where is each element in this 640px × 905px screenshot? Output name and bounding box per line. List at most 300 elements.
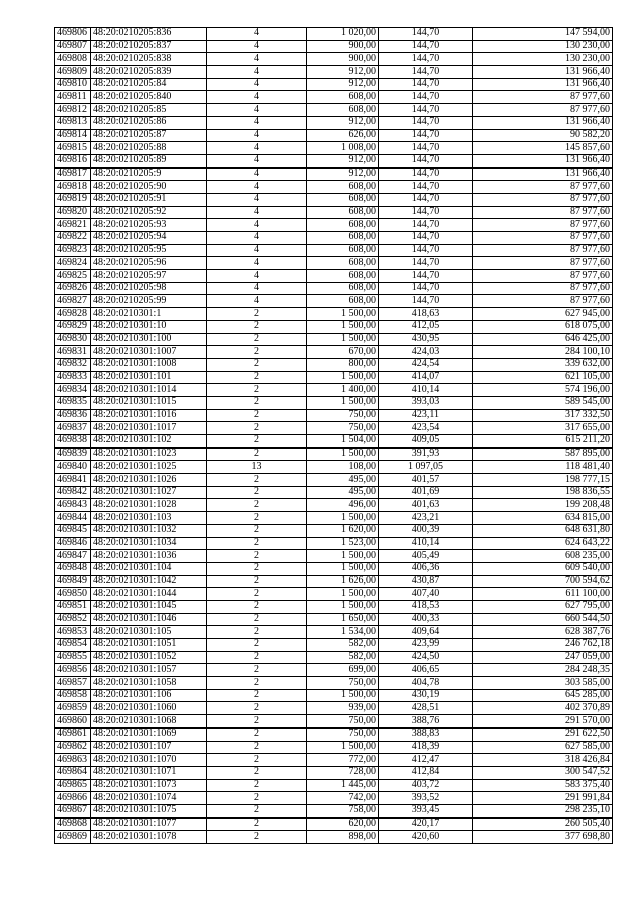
category-code-cell: 4: [207, 104, 307, 117]
table-row: [55, 257, 613, 270]
table-row: [55, 818, 613, 831]
row-number-cell: 469808: [55, 53, 91, 66]
category-code-cell: 2: [207, 804, 307, 817]
cadastral-value-cell: 90 582,20: [473, 129, 613, 142]
table-row: [55, 588, 613, 601]
area-value-cell: 1 650,00: [307, 613, 379, 626]
cadastral-number-cell: 48:20:0210301:103: [91, 512, 207, 525]
table-row: [55, 626, 613, 639]
cadastral-value-cell: 624 643,22: [473, 537, 613, 550]
specific-value-cell: 404,78: [379, 677, 473, 690]
table-row: [55, 142, 613, 155]
area-value-cell: 582,00: [307, 639, 379, 652]
area-value-cell: 750,00: [307, 409, 379, 422]
table-row: [55, 40, 613, 53]
cadastral-number-cell: 48:20:0210301:1026: [91, 474, 207, 487]
cadastral-number-cell: 48:20:0210205:98: [91, 282, 207, 295]
row-number-cell: 469863: [55, 754, 91, 767]
table-row: [55, 461, 613, 474]
table-row: [55, 831, 613, 844]
cadastral-number-cell: 48:20:0210301:10: [91, 320, 207, 333]
table-row: [55, 193, 613, 206]
cadastral-number-cell: 48:20:0210301:102: [91, 435, 207, 448]
table-row: [55, 537, 613, 550]
area-value-cell: 900,00: [307, 53, 379, 66]
row-number-cell: 469855: [55, 651, 91, 664]
specific-value-cell: 401,57: [379, 474, 473, 487]
cadastral-value-cell: 87 977,60: [473, 206, 613, 219]
area-value-cell: 496,00: [307, 499, 379, 512]
table-row: [55, 435, 613, 448]
area-value-cell: 912,00: [307, 116, 379, 129]
area-value-cell: 1 500,00: [307, 600, 379, 613]
category-code-cell: 2: [207, 562, 307, 575]
category-code-cell: 2: [207, 588, 307, 601]
row-number-cell: 469833: [55, 371, 91, 384]
area-value-cell: 1 500,00: [307, 396, 379, 409]
cadastral-value-cell: 589 545,00: [473, 396, 613, 409]
cadastral-number-cell: 48:20:0210301:1014: [91, 384, 207, 397]
specific-value-cell: 423,99: [379, 639, 473, 652]
row-number-cell: 469824: [55, 257, 91, 270]
cadastral-value-cell: 377 698,80: [473, 831, 613, 844]
row-number-cell: 469826: [55, 282, 91, 295]
cadastral-value-cell: 130 230,00: [473, 40, 613, 53]
cadastral-value-cell: 627 945,00: [473, 308, 613, 321]
category-code-cell: 2: [207, 308, 307, 321]
category-code-cell: 2: [207, 396, 307, 409]
specific-value-cell: 144,70: [379, 206, 473, 219]
category-code-cell: 4: [207, 295, 307, 308]
category-code-cell: 2: [207, 702, 307, 715]
area-value-cell: 1 500,00: [307, 333, 379, 346]
table-row: [55, 512, 613, 525]
category-code-cell: 4: [207, 28, 307, 41]
area-value-cell: 1 008,00: [307, 142, 379, 155]
row-number-cell: 469822: [55, 232, 91, 245]
specific-value-cell: 409,05: [379, 435, 473, 448]
specific-value-cell: 388,83: [379, 728, 473, 741]
area-value-cell: 1 534,00: [307, 626, 379, 639]
cadastral-number-cell: 48:20:0210301:1016: [91, 409, 207, 422]
cadastral-value-cell: 87 977,60: [473, 295, 613, 308]
cadastral-value-cell: 118 481,40: [473, 461, 613, 474]
table-row: [55, 524, 613, 537]
area-value-cell: 900,00: [307, 40, 379, 53]
specific-value-cell: 412,47: [379, 754, 473, 767]
area-value-cell: 608,00: [307, 295, 379, 308]
cadastral-number-cell: 48:20:0210205:94: [91, 232, 207, 245]
category-code-cell: 4: [207, 181, 307, 194]
row-number-cell: 469845: [55, 524, 91, 537]
specific-value-cell: 418,39: [379, 741, 473, 754]
row-number-cell: 469838: [55, 435, 91, 448]
area-value-cell: 912,00: [307, 168, 379, 181]
area-value-cell: 939,00: [307, 702, 379, 715]
cadastral-value-cell: 145 857,60: [473, 142, 613, 155]
cadastral-value-cell: 402 370,89: [473, 702, 613, 715]
cadastral-value-cell: 609 540,00: [473, 562, 613, 575]
specific-value-cell: 407,40: [379, 588, 473, 601]
category-code-cell: 2: [207, 486, 307, 499]
specific-value-cell: 144,70: [379, 104, 473, 117]
specific-value-cell: 420,60: [379, 831, 473, 844]
specific-value-cell: 388,76: [379, 715, 473, 728]
cadastral-number-cell: 48:20:0210205:840: [91, 91, 207, 104]
area-value-cell: 912,00: [307, 78, 379, 91]
specific-value-cell: 400,33: [379, 613, 473, 626]
category-code-cell: 2: [207, 435, 307, 448]
row-number-cell: 469857: [55, 677, 91, 690]
area-value-cell: 608,00: [307, 282, 379, 295]
specific-value-cell: 423,11: [379, 409, 473, 422]
row-number-cell: 469809: [55, 66, 91, 79]
specific-value-cell: 144,70: [379, 270, 473, 283]
cadastral-number-cell: 48:20:0210301:1078: [91, 831, 207, 844]
cadastral-value-cell: 587 895,00: [473, 448, 613, 461]
category-code-cell: 2: [207, 371, 307, 384]
category-code-cell: 4: [207, 282, 307, 295]
cadastral-number-cell: 48:20:0210205:838: [91, 53, 207, 66]
row-number-cell: 469828: [55, 308, 91, 321]
area-value-cell: 608,00: [307, 206, 379, 219]
cadastral-value-cell: 615 211,20: [473, 435, 613, 448]
cadastral-number-cell: 48:20:0210205:9: [91, 168, 207, 181]
cadastral-value-cell: 131 966,40: [473, 154, 613, 167]
cadastral-number-cell: 48:20:0210205:837: [91, 40, 207, 53]
specific-value-cell: 409,64: [379, 626, 473, 639]
specific-value-cell: 423,54: [379, 422, 473, 435]
specific-value-cell: 403,72: [379, 779, 473, 792]
area-value-cell: 608,00: [307, 257, 379, 270]
row-number-cell: 469842: [55, 486, 91, 499]
area-value-cell: 608,00: [307, 193, 379, 206]
specific-value-cell: 393,45: [379, 804, 473, 817]
specific-value-cell: 406,65: [379, 664, 473, 677]
row-number-cell: 469869: [55, 831, 91, 844]
row-number-cell: 469815: [55, 142, 91, 155]
category-code-cell: 4: [207, 78, 307, 91]
table-body: [55, 28, 613, 844]
area-value-cell: 626,00: [307, 129, 379, 142]
table-row: [55, 346, 613, 359]
row-number-cell: 469806: [55, 28, 91, 41]
category-code-cell: 4: [207, 232, 307, 245]
cadastral-number-cell: 48:20:0210301:1028: [91, 499, 207, 512]
cadastral-value-cell: 87 977,60: [473, 91, 613, 104]
table-row: [55, 766, 613, 779]
category-code-cell: 2: [207, 575, 307, 588]
specific-value-cell: 418,53: [379, 600, 473, 613]
table-row: [55, 562, 613, 575]
category-code-cell: 2: [207, 792, 307, 805]
row-number-cell: 469816: [55, 154, 91, 167]
row-number-cell: 469846: [55, 537, 91, 550]
table-row: [55, 53, 613, 66]
cadastral-number-cell: 48:20:0210301:1046: [91, 613, 207, 626]
specific-value-cell: 430,95: [379, 333, 473, 346]
cadastral-value-cell: 87 977,60: [473, 270, 613, 283]
specific-value-cell: 144,70: [379, 91, 473, 104]
table-row: [55, 270, 613, 283]
cadastral-number-cell: 48:20:0210205:85: [91, 104, 207, 117]
specific-value-cell: 393,03: [379, 396, 473, 409]
cadastral-value-cell: 608 235,00: [473, 550, 613, 563]
category-code-cell: 2: [207, 626, 307, 639]
row-number-cell: 469868: [55, 818, 91, 831]
cadastral-value-cell: 247 059,00: [473, 651, 613, 664]
cadastral-number-cell: 48:20:0210301:1068: [91, 715, 207, 728]
cadastral-value-cell: 260 505,40: [473, 818, 613, 831]
table-row: [55, 474, 613, 487]
table-row: [55, 206, 613, 219]
cadastral-number-cell: 48:20:0210205:93: [91, 219, 207, 232]
cadastral-value-cell: 131 966,40: [473, 78, 613, 91]
table-row: [55, 396, 613, 409]
table-row: [55, 168, 613, 181]
category-code-cell: 2: [207, 524, 307, 537]
specific-value-cell: 414,07: [379, 371, 473, 384]
row-number-cell: 469825: [55, 270, 91, 283]
specific-value-cell: 144,70: [379, 40, 473, 53]
row-number-cell: 469848: [55, 562, 91, 575]
specific-value-cell: 144,70: [379, 53, 473, 66]
table-row: [55, 702, 613, 715]
area-value-cell: 912,00: [307, 154, 379, 167]
category-code-cell: 2: [207, 512, 307, 525]
specific-value-cell: 418,63: [379, 308, 473, 321]
specific-value-cell: 144,70: [379, 66, 473, 79]
category-code-cell: 2: [207, 346, 307, 359]
row-number-cell: 469811: [55, 91, 91, 104]
cadastral-value-cell: 298 235,10: [473, 804, 613, 817]
row-number-cell: 469858: [55, 689, 91, 702]
cadastral-number-cell: 48:20:0210301:1034: [91, 537, 207, 550]
category-code-cell: 2: [207, 766, 307, 779]
table-row: [55, 741, 613, 754]
row-number-cell: 469843: [55, 499, 91, 512]
specific-value-cell: 1 097,05: [379, 461, 473, 474]
area-value-cell: 1 500,00: [307, 689, 379, 702]
row-number-cell: 469813: [55, 116, 91, 129]
cadastral-value-cell: 199 208,48: [473, 499, 613, 512]
cadastral-value-cell: 574 196,00: [473, 384, 613, 397]
cadastral-value-cell: 198 777,15: [473, 474, 613, 487]
specific-value-cell: 420,17: [379, 818, 473, 831]
cadastral-number-cell: 48:20:0210301:1032: [91, 524, 207, 537]
category-code-cell: 2: [207, 639, 307, 652]
specific-value-cell: 424,50: [379, 651, 473, 664]
cadastral-value-cell: 291 570,00: [473, 715, 613, 728]
cadastral-number-cell: 48:20:0210205:89: [91, 154, 207, 167]
area-value-cell: 1 523,00: [307, 537, 379, 550]
row-number-cell: 469818: [55, 181, 91, 194]
area-value-cell: 608,00: [307, 232, 379, 245]
cadastral-value-cell: 318 426,84: [473, 754, 613, 767]
row-number-cell: 469835: [55, 396, 91, 409]
cadastral-number-cell: 48:20:0210301:1042: [91, 575, 207, 588]
row-number-cell: 469829: [55, 320, 91, 333]
table-row: [55, 104, 613, 117]
table-row: [55, 613, 613, 626]
cadastral-value-cell: 621 105,00: [473, 371, 613, 384]
specific-value-cell: 144,70: [379, 232, 473, 245]
table-row: [55, 422, 613, 435]
category-code-cell: 2: [207, 537, 307, 550]
category-code-cell: 2: [207, 689, 307, 702]
area-value-cell: 750,00: [307, 728, 379, 741]
cadastral-value-cell: 131 966,40: [473, 116, 613, 129]
cadastral-value-cell: 284 248,35: [473, 664, 613, 677]
category-code-cell: 2: [207, 499, 307, 512]
category-code-cell: 2: [207, 320, 307, 333]
cadastral-value-cell: 131 966,40: [473, 66, 613, 79]
table-row: [55, 804, 613, 817]
table-row: [55, 448, 613, 461]
table-row: [55, 78, 613, 91]
cadastral-number-cell: 48:20:0210301:1077: [91, 818, 207, 831]
category-code-cell: 2: [207, 728, 307, 741]
area-value-cell: 1 504,00: [307, 435, 379, 448]
row-number-cell: 469852: [55, 613, 91, 626]
specific-value-cell: 410,14: [379, 537, 473, 550]
cadastral-number-cell: 48:20:0210205:91: [91, 193, 207, 206]
row-number-cell: 469856: [55, 664, 91, 677]
specific-value-cell: 412,84: [379, 766, 473, 779]
specific-value-cell: 144,70: [379, 244, 473, 257]
table-row: [55, 728, 613, 741]
cadastral-number-cell: 48:20:0210205:95: [91, 244, 207, 257]
cadastral-number-cell: 48:20:0210205:86: [91, 116, 207, 129]
area-value-cell: 1 500,00: [307, 371, 379, 384]
category-code-cell: 13: [207, 461, 307, 474]
row-number-cell: 469807: [55, 40, 91, 53]
cadastral-number-cell: 48:20:0210301:107: [91, 741, 207, 754]
cadastral-value-cell: 87 977,60: [473, 193, 613, 206]
cadastral-number-cell: 48:20:0210301:1044: [91, 588, 207, 601]
cadastral-value-cell: 300 547,52: [473, 766, 613, 779]
row-number-cell: 469834: [55, 384, 91, 397]
area-value-cell: 1 500,00: [307, 588, 379, 601]
specific-value-cell: 144,70: [379, 168, 473, 181]
row-number-cell: 469865: [55, 779, 91, 792]
table-row: [55, 282, 613, 295]
cadastral-value-cell: 246 762,18: [473, 639, 613, 652]
row-number-cell: 469812: [55, 104, 91, 117]
table-row: [55, 154, 613, 167]
table-row: [55, 384, 613, 397]
row-number-cell: 469854: [55, 639, 91, 652]
cadastral-value-cell: 87 977,60: [473, 232, 613, 245]
table-row: [55, 129, 613, 142]
specific-value-cell: 400,39: [379, 524, 473, 537]
cadastral-value-cell: 583 375,40: [473, 779, 613, 792]
cadastral-value-cell: 700 594,62: [473, 575, 613, 588]
specific-value-cell: 144,70: [379, 181, 473, 194]
row-number-cell: 469831: [55, 346, 91, 359]
row-number-cell: 469864: [55, 766, 91, 779]
specific-value-cell: 144,70: [379, 78, 473, 91]
cadastral-value-cell: 87 977,60: [473, 104, 613, 117]
area-value-cell: 1 445,00: [307, 779, 379, 792]
cadastral-number-cell: 48:20:0210301:1015: [91, 396, 207, 409]
row-number-cell: 469817: [55, 168, 91, 181]
row-number-cell: 469837: [55, 422, 91, 435]
table-row: [55, 371, 613, 384]
table-row: [55, 358, 613, 371]
category-code-cell: 4: [207, 206, 307, 219]
specific-value-cell: 144,70: [379, 257, 473, 270]
cadastral-number-cell: 48:20:0210205:84: [91, 78, 207, 91]
row-number-cell: 469836: [55, 409, 91, 422]
cadastral-value-cell: 198 836,55: [473, 486, 613, 499]
table-row: [55, 486, 613, 499]
area-value-cell: 699,00: [307, 664, 379, 677]
table-row: [55, 651, 613, 664]
area-value-cell: 620,00: [307, 818, 379, 831]
cadastral-number-cell: 48:20:0210301:1071: [91, 766, 207, 779]
cadastral-number-cell: 48:20:0210301:1075: [91, 804, 207, 817]
area-value-cell: 758,00: [307, 804, 379, 817]
area-value-cell: 800,00: [307, 358, 379, 371]
cadastral-number-cell: 48:20:0210301:1052: [91, 651, 207, 664]
category-code-cell: 4: [207, 53, 307, 66]
area-value-cell: 750,00: [307, 422, 379, 435]
cadastral-number-cell: 48:20:0210205:87: [91, 129, 207, 142]
row-number-cell: 469841: [55, 474, 91, 487]
cadastral-value-cell: 339 632,00: [473, 358, 613, 371]
category-code-cell: 2: [207, 779, 307, 792]
cadastral-value-cell: 303 585,00: [473, 677, 613, 690]
table-row: [55, 715, 613, 728]
area-value-cell: 1 400,00: [307, 384, 379, 397]
table-row: [55, 116, 613, 129]
cadastral-number-cell: 48:20:0210301:1058: [91, 677, 207, 690]
area-value-cell: 772,00: [307, 754, 379, 767]
cadastral-number-cell: 48:20:0210301:100: [91, 333, 207, 346]
row-number-cell: 469866: [55, 792, 91, 805]
row-number-cell: 469853: [55, 626, 91, 639]
cadastral-number-cell: 48:20:0210301:1036: [91, 550, 207, 563]
table-row: [55, 689, 613, 702]
category-code-cell: 2: [207, 333, 307, 346]
cadastral-number-cell: 48:20:0210301:1023: [91, 448, 207, 461]
cadastral-value-table: [54, 27, 613, 844]
area-value-cell: 495,00: [307, 474, 379, 487]
cadastral-number-cell: 48:20:0210301:1008: [91, 358, 207, 371]
category-code-cell: 2: [207, 550, 307, 563]
area-value-cell: 608,00: [307, 91, 379, 104]
category-code-cell: 2: [207, 741, 307, 754]
cadastral-number-cell: 48:20:0210301:104: [91, 562, 207, 575]
category-code-cell: 4: [207, 116, 307, 129]
row-number-cell: 469821: [55, 219, 91, 232]
cadastral-number-cell: 48:20:0210205:839: [91, 66, 207, 79]
specific-value-cell: 144,70: [379, 129, 473, 142]
cadastral-number-cell: 48:20:0210301:1074: [91, 792, 207, 805]
cadastral-value-cell: 147 594,00: [473, 28, 613, 41]
table-row: [55, 219, 613, 232]
cadastral-number-cell: 48:20:0210301:1007: [91, 346, 207, 359]
category-code-cell: 2: [207, 831, 307, 844]
area-value-cell: 1 500,00: [307, 320, 379, 333]
cadastral-value-cell: 87 977,60: [473, 244, 613, 257]
area-value-cell: 1 626,00: [307, 575, 379, 588]
table-row: [55, 295, 613, 308]
table-row: [55, 639, 613, 652]
row-number-cell: 469832: [55, 358, 91, 371]
table-row: [55, 333, 613, 346]
